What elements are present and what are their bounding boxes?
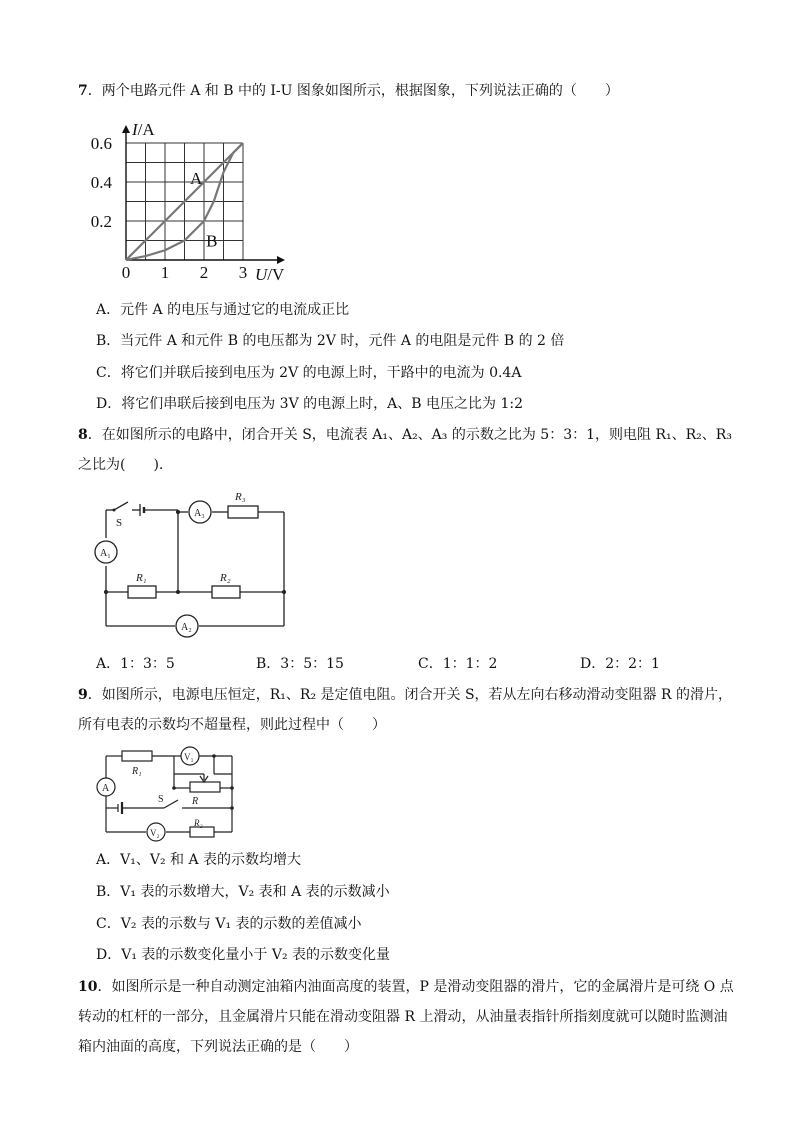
switch-label: S — [116, 517, 123, 529]
q7-option-b: B．当元件 A 和元件 B 的电压都为 2V 时，元件 A 的电阻是元件 B 的 2 倍 — [96, 333, 565, 349]
y-axis-label: I/A — [132, 120, 155, 139]
y-tick-label: 0.2 — [90, 212, 112, 231]
question-number: 7 — [78, 83, 88, 99]
ammeter-a-label: A — [102, 783, 110, 794]
q9-option-a: A．V₁、V₂ 和 A 表的示数均增大 — [96, 852, 302, 868]
question-number: 10 — [78, 979, 98, 995]
question-number: 9 — [78, 687, 88, 703]
q8-option-d: D．2：2：1 — [580, 656, 660, 672]
question-7-stem — [78, 76, 738, 106]
series-label-B: B — [206, 231, 218, 251]
r3-label: R₃ — [235, 491, 246, 503]
circuit-diagram-q8 — [92, 486, 292, 646]
q7-option-a: A．元件 A 的电压与通过它的电流成正比 — [96, 302, 350, 318]
x-axis-arrow — [277, 256, 285, 264]
voltmeter-v1-label: V₁ — [184, 752, 194, 762]
question-8-stem — [78, 420, 738, 480]
voltmeter-v2-label: V₂ — [150, 828, 160, 838]
r2-label: R₂ — [194, 818, 203, 828]
x-axis-label: U/V — [255, 265, 285, 284]
question-text: ．两个电路元件 A 和 B 中的 I-U 图象如图所示，根据图象，下列说法正确的（ ） — [87, 83, 619, 99]
q8-options-row — [96, 654, 736, 674]
q7-option-d: D．将它们串联后接到电压为 3V 的电源上时，A、B 电压之比为 1:2 — [96, 396, 523, 412]
q8-option-c: C．1：1：2 — [418, 656, 498, 672]
ammeter-a1-label: A₁ — [100, 548, 111, 559]
y-tick-label: 0.6 — [90, 134, 112, 153]
ammeter-a3-label: A₃ — [194, 508, 205, 519]
q9-option-c: C．V₂ 表的示数与 V₁ 表的示数的差值减小 — [96, 916, 362, 932]
x-tick-label: 2 — [199, 263, 209, 282]
ammeter-a2-label: A₂ — [181, 622, 192, 633]
iu-chart — [88, 112, 308, 290]
circuit-diagram-q9 — [94, 742, 244, 842]
q9-option-d: D．V₁ 表的示数变化量小于 V₂ 表的示数变化量 — [96, 947, 391, 963]
y-tick-label: 0.4 — [90, 173, 112, 192]
question-text: ．如图所示是一种自动测定油箱内油面高度的装置，P 是滑动变阻器的滑片，它的金属滑片是可绕 O 点转动的杠杆的一部分，且金属滑片只能在滑动变阻器 R 上滑动，从油量表指针所指刻度就可以随时监测油箱内油面的高度，下列说法正确的是（ ） — [78, 979, 734, 1055]
r1-label: R₁ — [132, 766, 142, 777]
switch-label: S — [158, 794, 164, 805]
question-9-stem — [78, 680, 738, 740]
x-tick-label: 3 — [238, 263, 248, 282]
q9-option-b: B．V₁ 表的示数增大，V₂ 表和 A 表的示数减小 — [96, 884, 390, 900]
q8-option-a: A．1：3：5 — [96, 656, 175, 672]
question-10-stem — [78, 972, 738, 1062]
y-axis-arrow — [122, 125, 130, 133]
question-text: ．如图所示，电源电压恒定，R₁、R₂ 是定值电阻。闭合开关 S，若从左向右移动滑动变阻器 R 的滑片，所有电表的示数均不超量程，则此过程中（ ） — [78, 687, 732, 733]
question-text: ．在如图所示的电路中，闭合开关 S，电流表 A₁、A₂、A₃ 的示数之比为 5：3：1，则电阻 R₁、R₂、R₃ 之比为( ). — [78, 427, 732, 473]
r1-label: R₁ — [136, 572, 147, 584]
rheostat-label: R — [192, 796, 199, 807]
x-tick-label: 1 — [160, 263, 170, 282]
series-label-A: A — [190, 169, 203, 188]
question-number: 8 — [78, 427, 88, 443]
q7-option-c: C．将它们并联后接到电压为 2V 的电源上时，干路中的电流为 0.4A — [96, 365, 522, 381]
q8-option-b: B．3：5：15 — [256, 656, 344, 672]
x-tick-label: 0 — [121, 263, 131, 282]
r2-label: R₂ — [220, 572, 231, 584]
